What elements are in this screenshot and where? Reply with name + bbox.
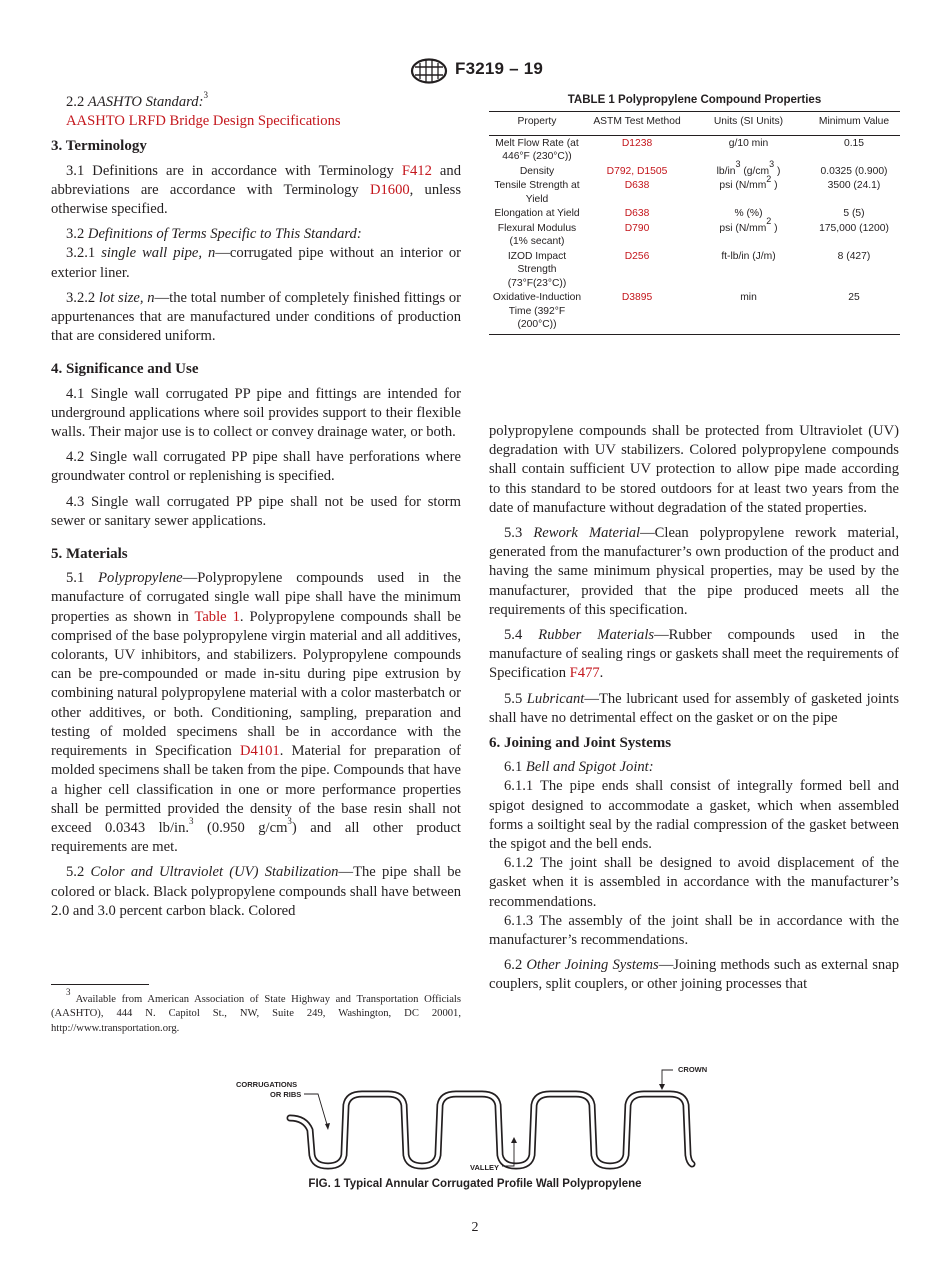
table-row: [489, 178, 900, 206]
section-5-4: 5.4 Rubber Materials—Rubber compounds used in the manufacture of sealing rings or gaskets shall meet the requirements of Specification F477.: [489, 627, 899, 682]
cell-units: $lb/in^3$ ($g/cm^3$ ): [716, 159, 781, 177]
section-4-heading: 4. Significance and Use: [51, 361, 199, 378]
aashto-reference-link[interactable]: AASHTO LRFD Bridge Design Specifications: [66, 113, 341, 130]
cell-value: 0.0325 (0.900): [820, 165, 888, 177]
col-header: Minimum Value: [808, 112, 900, 136]
table-row: [489, 221, 900, 249]
cell-property: Tensile Strength at Yield: [494, 180, 580, 205]
section-3-heading: 3. Terminology: [51, 138, 147, 155]
section-6-heading: 6. Joining and Joint Systems: [489, 735, 672, 752]
section-4-1: 4.1 Single wall corrugated PP pipe and fittings are intended for underground applications where soil provides support to their flexible walls. Their major use is to collect or convey drainage water, or both.: [51, 385, 461, 441]
cell-property: Elongation at Yield: [494, 208, 580, 219]
section-2-2: 2.2 AASHTO Standard:$^3$: [66, 90, 208, 110]
section-5-5: 5.5 Lubricant—The lubricant used for assembly of gasketed joints shall have no detrimental effect on the gasket or on the pipe: [489, 690, 900, 726]
astm-logo-icon: [409, 58, 449, 84]
valley-arrowhead: [511, 1137, 517, 1143]
section-4-2: 4.2 Single wall corrugated PP pipe shall have perforations where groundwater control or replenishing is specified.: [51, 449, 461, 485]
d1600-link[interactable]: D1600: [369, 181, 410, 198]
cell-units: min: [689, 290, 808, 334]
properties-table: [489, 111, 900, 335]
cell-method-link[interactable]: D638: [624, 180, 650, 191]
table-row: [489, 135, 900, 164]
label-or-ribs: OR RIBS: [270, 1090, 302, 1099]
corrugated-wall-inner: [290, 1094, 692, 1166]
designation-title: F3219 – 19: [455, 59, 544, 78]
section-3-1: 3.1 Definitions are in accordance with Terminology F412 and abbreviations are accordance with Terminology D1600, unless otherwise specified.: [51, 162, 462, 218]
section-6-2: 6.2 Other Joining Systems—Joining methods such as external snap couplers, split couplers, or other joining processes that: [489, 957, 900, 993]
table-row: [489, 290, 900, 334]
section-5-3: 5.3 Rework Material—Clean polypropylene rework material, generated from the manufacturer’s own production of the product and having the same minimum physical properties, may be used by the manufacturer, provided that the pipe produced meets all the requirements of this specification.: [489, 525, 899, 618]
table-header-row: [489, 112, 900, 136]
cell-method-link[interactable]: D790: [624, 222, 650, 234]
cell-value: 175,000 (1200): [819, 222, 889, 234]
crown-arrowhead: [659, 1084, 665, 1090]
cell-method-link[interactable]: D3895: [585, 290, 689, 334]
cell-property: Oxidative-Induction Time (392°F (200°C)): [489, 290, 585, 334]
label-corrugations: CORRUGATIONS: [236, 1080, 298, 1089]
section-5-2: 5.2 Color and Ultraviolet (UV) Stabilization—The pipe shall be colored or black. Black polypropylene compounds shall have between 2.0 and 3.0 percent carbon black. Colored: [51, 864, 461, 919]
section-5-heading: 5. Materials: [51, 546, 128, 563]
cell-value: 8 (427): [837, 250, 871, 262]
cell-units: g/10 min: [728, 137, 769, 149]
section-3-2: 3.2 Definitions of Terms Specific to This Standard:: [66, 226, 362, 243]
cell-units: psi ($N/mm^2$ ): [719, 216, 778, 234]
cell-property: Melt Flow Rate (at 446°F (230°C)): [495, 137, 579, 162]
corrugated-wall-profile: [290, 1094, 692, 1166]
section-4-3: 4.3 Single wall corrugated PP pipe shall not be used for storm sewer or sanitary sewer applications.: [51, 493, 461, 529]
label-valley: VALLEY: [470, 1163, 500, 1172]
cell-method-link[interactable]: D256: [624, 250, 650, 262]
right-column: [489, 422, 899, 1001]
table-row: [489, 164, 900, 179]
table-1-title: TABLE 1 Polypropylene Compound Properties: [567, 94, 822, 106]
table-row: [489, 206, 900, 221]
corrugations-arrowhead: [325, 1123, 330, 1130]
cell-value: 3500 (24.1): [827, 180, 881, 191]
corrugated-profile-figure: [230, 1060, 730, 1180]
figure-1-caption: FIG. 1 Typical Annular Corrugated Profile Wall Polypropylene: [308, 1178, 642, 1190]
cell-property: IZOD Impact Strength (73°F(23°C)): [507, 250, 567, 289]
table-1-link[interactable]: Table 1: [194, 608, 240, 625]
label-crown: CROWN: [678, 1065, 708, 1074]
cell-method-link[interactable]: D638: [624, 208, 650, 219]
cell-property: Density: [519, 165, 555, 177]
col-header: Units (SI Units): [689, 112, 808, 136]
table-row: [489, 249, 900, 291]
footnote-divider: [51, 984, 149, 985]
section-6-1-2: 6.1.2 The joint shall be designed to avoid displacement of the gasket when it is assembled in accordance with the manufacturer’s recommendations.: [489, 855, 899, 910]
left-column: [51, 90, 462, 927]
section-6-1-3: 6.1.3 The assembly of the joint shall be in accordance with the manufacturer’s recommendations.: [489, 912, 899, 949]
col-header: Property: [489, 112, 585, 136]
cell-method-link[interactable]: D1238: [621, 137, 653, 149]
cell-units: ft-lb/in (J/m): [721, 250, 776, 262]
section-6-1-1: 6.1.1 The pipe ends shall consist of integrally formed bell and spigot designed to accommodate a gasket, which when assembled forms a soiltight seal by the radial compression of the gasket between the spigot and the bell ends.: [489, 778, 899, 853]
section-6-1: 6.1 Bell and Spigot Joint:: [504, 759, 654, 776]
cell-units: psi ($N/mm^2$ ): [719, 173, 778, 191]
cell-value: 5 (5): [843, 208, 865, 219]
f412-link[interactable]: F412: [401, 162, 432, 179]
table-1: [489, 94, 900, 335]
page-header: [0, 58, 950, 82]
cell-value: 25: [808, 290, 900, 334]
section-5-1: 5.1 Polypropylene—Polypropylene compounds used in the manufacture of corrugated single wall pipe shall have the minimum properties as shown in Table 1. Polypropylene compounds shall be comprised of the base polypropylene virgin material and all additives, colorants, UV inhibitors, and stabilizers. Polypropylene compounds can be pre-compounded or made in-situ during pipe extrusion by combining natural polypropylene material with a color masterbatch or other additives, or both. Conditioning, sampling, preparation and testing of molded specimens shall be in accordance with the requirements in Specification D4101. Material for preparation of molded specimens shall be taken from the pipe. Compounds that have a higher cell classification in one or more performance properties shall be permitted provided the density of the base resin shall not exceed 0.0343 lb/in.$^3$ (0.950 $g/cm^3$) and all other product requirements are met.: [51, 570, 461, 856]
cell-property: Flexural Modulus (1% secant): [497, 222, 577, 247]
cell-method-link[interactable]: D792, D1505: [606, 165, 668, 177]
section-5-2-continued: polypropylene compounds shall be protected from Ultraviolet (UV) degradation with UV stabilizers. Colored polypropylene compounds shall contain sufficient UV protection to allow pipe made according to this standard to be stored outdoors for at least two years from the date of manufacture without degradation of the stated properties.: [489, 423, 899, 516]
cell-units: % (%): [734, 208, 763, 219]
f477-link[interactable]: F477: [569, 665, 600, 682]
cell-value: 0.15: [843, 137, 865, 149]
page-number: 2: [471, 1220, 479, 1235]
footnote-3: $^3$ Available from American Association of State Highway and Transportation Officials (AASHTO), 444 N. Capitol St., NW, Suite 249, Washington, DC 20001, http://www.transportation.org.: [51, 987, 461, 1034]
d4101-link[interactable]: D4101: [239, 743, 280, 760]
section-3-2-2: 3.2.2 lot size, n—the total number of completely finished fittings or appurtenances that are manufactured under conditions of production that are considered uniform.: [51, 289, 462, 345]
section-3-2-1: 3.2.1 single wall pipe, n—corrugated pipe without an interior or exterior liner.: [51, 245, 461, 281]
col-header: ASTM Test Method: [585, 112, 689, 136]
